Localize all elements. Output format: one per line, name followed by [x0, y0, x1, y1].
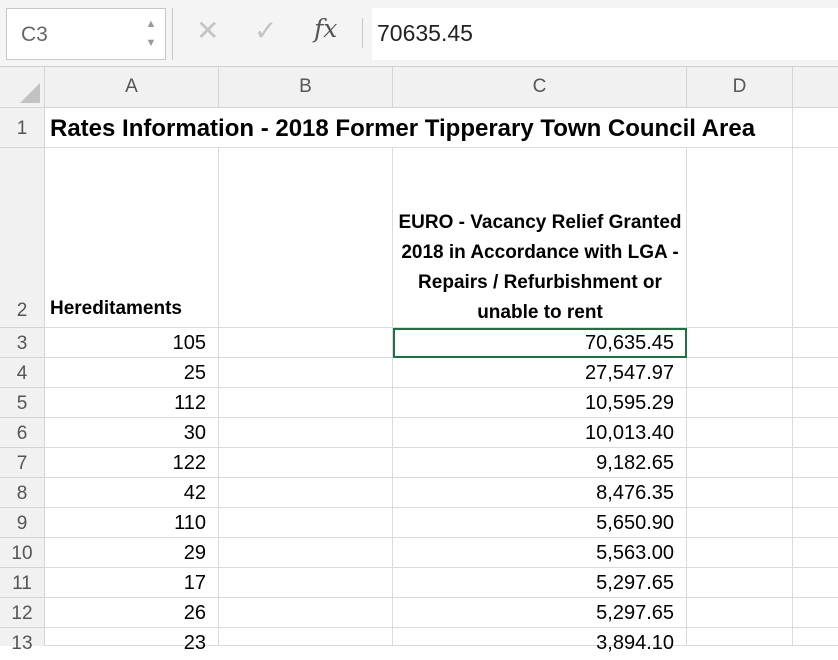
divider	[362, 18, 363, 48]
cell-hereditament[interactable]: 105	[45, 328, 219, 358]
row-header[interactable]: 8	[0, 478, 45, 508]
cell-hereditament[interactable]: 110	[45, 508, 219, 538]
cell-hereditament[interactable]: 17	[45, 568, 219, 598]
cell-empty[interactable]	[687, 568, 793, 598]
row-header[interactable]: 11	[0, 568, 45, 598]
cell-empty[interactable]	[793, 358, 838, 388]
cell-relief-amount[interactable]: 5,563.00	[393, 538, 687, 568]
cell-empty[interactable]	[793, 568, 838, 598]
name-box[interactable]	[6, 8, 166, 60]
cell-empty[interactable]	[793, 598, 838, 628]
chevron-down-icon[interactable]: ▼	[145, 37, 157, 49]
cancel-icon[interactable]: ✕	[196, 15, 220, 46]
cell-empty[interactable]	[219, 568, 393, 598]
cell-empty[interactable]	[219, 418, 393, 448]
cell-empty[interactable]	[219, 448, 393, 478]
cell-empty[interactable]	[219, 328, 393, 358]
cell-empty[interactable]	[793, 448, 838, 478]
row-header[interactable]: 5	[0, 388, 45, 418]
cell-hereditament[interactable]: 29	[45, 538, 219, 568]
column-header-hereditaments: Hereditaments	[50, 298, 182, 319]
confirm-icon[interactable]: ✓	[254, 15, 278, 46]
cell-hereditament[interactable]: 23	[45, 628, 219, 646]
cell-relief-amount[interactable]: 27,547.97	[393, 358, 687, 388]
cell-hereditament[interactable]: 112	[45, 388, 219, 418]
divider	[172, 8, 173, 60]
row-header[interactable]: 13	[0, 628, 45, 646]
select-all-corner[interactable]	[0, 67, 45, 108]
chevron-up-icon[interactable]: ▲	[145, 18, 157, 30]
formula-input[interactable]	[372, 8, 838, 60]
cell-empty[interactable]	[219, 538, 393, 568]
row-header[interactable]: 9	[0, 508, 45, 538]
cell-empty[interactable]	[793, 328, 838, 358]
cell-e2[interactable]	[793, 148, 838, 328]
cell-relief-amount[interactable]: 5,650.90	[393, 508, 687, 538]
cell-empty[interactable]	[793, 538, 838, 568]
name-box-stepper[interactable]	[143, 15, 159, 53]
cell-e1[interactable]	[793, 108, 838, 148]
cell-d2[interactable]	[687, 148, 793, 328]
cell-b2[interactable]	[219, 148, 393, 328]
cell-empty[interactable]	[687, 628, 793, 646]
formula-bar	[0, 0, 838, 67]
cell-empty[interactable]	[687, 598, 793, 628]
cell-relief-amount[interactable]: 8,476.35	[393, 478, 687, 508]
cell-empty[interactable]	[793, 478, 838, 508]
row-header[interactable]: 12	[0, 598, 45, 628]
column-header-d[interactable]: D	[687, 67, 793, 108]
cell-empty[interactable]	[687, 508, 793, 538]
column-header-e[interactable]	[793, 67, 838, 108]
cell-relief-amount[interactable]: 5,297.65	[393, 598, 687, 628]
column-header-vacancy-relief: EURO - Vacancy Relief Granted 2018 in Accordance with LGA - Repairs / Refurbishment or unable to rent	[398, 212, 682, 323]
cell-empty[interactable]	[687, 538, 793, 568]
cell-empty[interactable]	[687, 478, 793, 508]
cell-empty[interactable]	[687, 418, 793, 448]
cell-empty[interactable]	[219, 598, 393, 628]
select-all-icon	[20, 83, 40, 103]
formula-value: 70635.45	[377, 20, 473, 46]
row-header[interactable]: 1	[0, 108, 45, 148]
cell-relief-amount[interactable]: 10,013.40	[393, 418, 687, 448]
cell-relief-amount[interactable]: 5,297.65	[393, 568, 687, 598]
cell-relief-amount[interactable]: 10,595.29	[393, 388, 687, 418]
cell-empty[interactable]	[793, 388, 838, 418]
cell-empty[interactable]	[793, 628, 838, 646]
cell-empty[interactable]	[219, 508, 393, 538]
sheet-title: Rates Information - 2018 Former Tipperary Town Council Area	[50, 115, 756, 142]
cell-empty[interactable]	[219, 628, 393, 646]
row-header[interactable]: 3	[0, 328, 45, 358]
cell-hereditament[interactable]: 122	[45, 448, 219, 478]
column-header-c[interactable]: C	[393, 67, 687, 108]
cell-empty[interactable]	[219, 358, 393, 388]
cell-hereditament[interactable]: 25	[45, 358, 219, 388]
cell-relief-amount[interactable]: 70,635.45	[393, 328, 687, 358]
function-icon[interactable]: fx	[314, 14, 338, 43]
cell-relief-amount[interactable]: 9,182.65	[393, 448, 687, 478]
cell-hereditament[interactable]: 30	[45, 418, 219, 448]
row-header[interactable]: 2	[0, 148, 45, 328]
cell-empty[interactable]	[687, 448, 793, 478]
cell-relief-amount[interactable]: 3,894.10	[393, 628, 687, 646]
name-box-value: C3	[21, 23, 48, 46]
cell-empty[interactable]	[687, 358, 793, 388]
row-header[interactable]: 7	[0, 448, 45, 478]
row-header[interactable]: 6	[0, 418, 45, 448]
column-header-a[interactable]: A	[45, 67, 219, 108]
row-header[interactable]: 10	[0, 538, 45, 568]
cell-empty[interactable]	[793, 418, 838, 448]
cell-empty[interactable]	[687, 388, 793, 418]
cell-empty[interactable]	[219, 388, 393, 418]
cell-empty[interactable]	[687, 328, 793, 358]
cell-empty[interactable]	[219, 478, 393, 508]
cell-empty[interactable]	[793, 508, 838, 538]
cell-hereditament[interactable]: 26	[45, 598, 219, 628]
cell-hereditament[interactable]: 42	[45, 478, 219, 508]
row-header[interactable]: 4	[0, 358, 45, 388]
column-header-b[interactable]: B	[219, 67, 393, 108]
